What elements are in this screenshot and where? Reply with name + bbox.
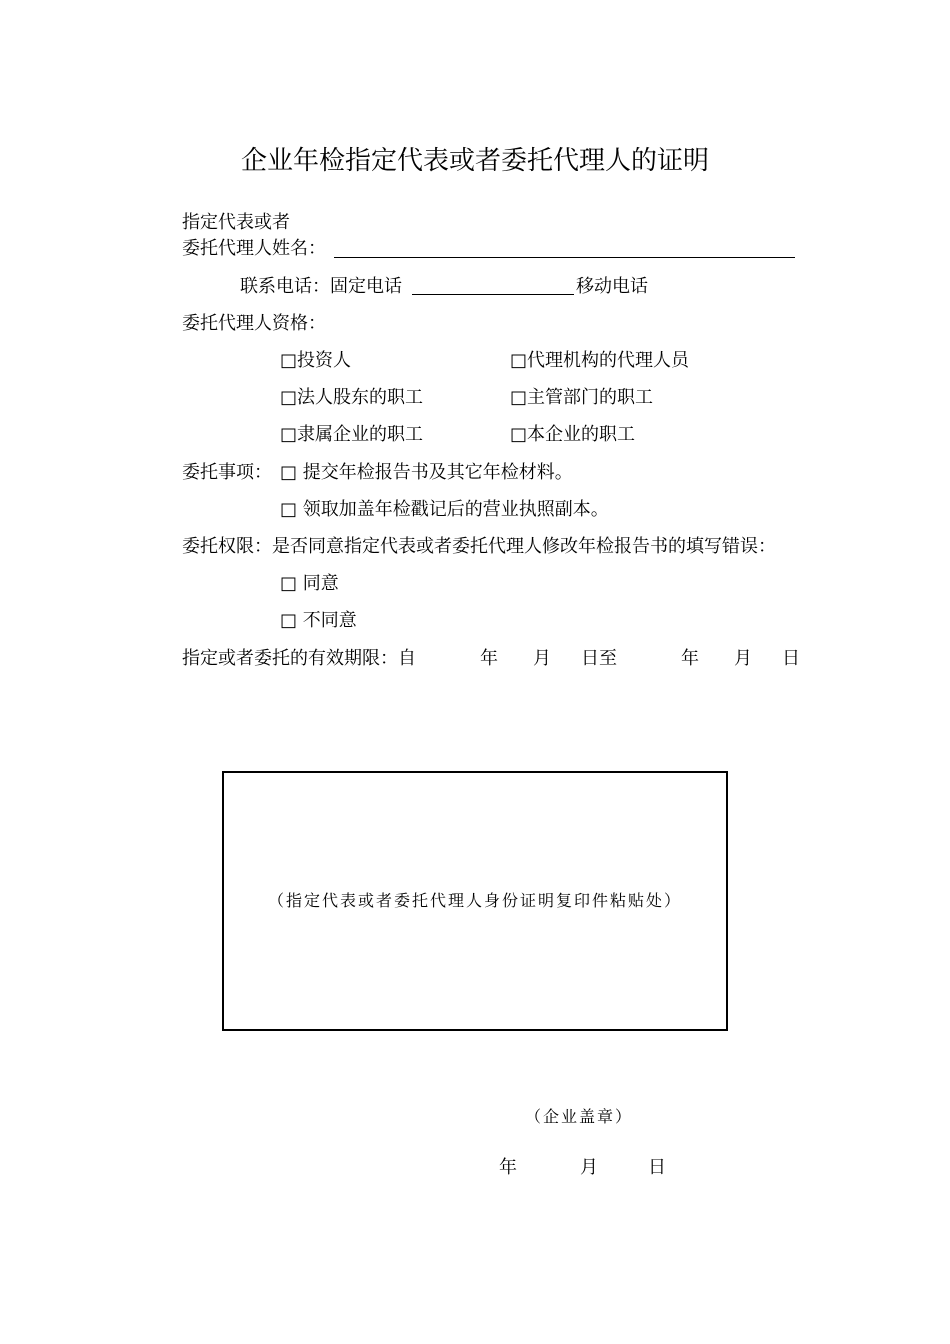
authority-agree[interactable]: □ 同意 (280, 573, 339, 594)
authority-disagree[interactable]: □ 不同意 (280, 610, 357, 631)
option-own-staff[interactable]: □本企业的职工 (510, 424, 636, 445)
matters-label: 委托事项： (182, 462, 272, 483)
option-subordinate-staff[interactable]: □隶属企业的职工 (280, 424, 424, 445)
mobile-label: 移动电话 (576, 276, 648, 297)
landline-input-line[interactable] (412, 294, 574, 295)
validity-month-to: 月 (734, 648, 752, 669)
company-seal-label: （企业盖章） (525, 1107, 634, 1126)
authority-label: 委托权限：是否同意指定代表或者委托代理人修改年检报告书的填写错误： (182, 536, 776, 557)
footer-month: 月 (580, 1157, 598, 1178)
footer-day: 日 (648, 1157, 666, 1178)
option-supervisor-dept-staff[interactable]: □主管部门的职工 (510, 387, 654, 408)
id-copy-paste-box (222, 771, 728, 1031)
name-input-line[interactable] (334, 257, 795, 258)
validity-month-from: 月 (533, 648, 551, 669)
id-copy-paste-caption: （指定代表或者委托代理人身份证明复印件粘贴处） (267, 891, 682, 910)
validity-day-to-end: 日 (782, 648, 800, 669)
matter-receive-license[interactable]: □ 领取加盖年检戳记后的营业执照副本。 (280, 499, 609, 520)
document-title: 企业年检指定代表或者委托代理人的证明 (240, 146, 709, 176)
option-investor[interactable]: □投资人 (280, 350, 352, 371)
option-agency-staff[interactable]: □代理机构的代理人员 (510, 350, 690, 371)
matter-submit-report[interactable]: □ 提交年检报告书及其它年检材料。 (280, 462, 573, 483)
phone-label: 联系电话：固定电话 (240, 276, 402, 297)
validity-year-to: 年 (681, 648, 699, 669)
name-label-line2: 委托代理人姓名： (182, 238, 326, 259)
name-label-line1: 指定代表或者 (182, 212, 290, 233)
validity-year-from: 年 (480, 648, 498, 669)
option-corporate-shareholder-staff[interactable]: □法人股东的职工 (280, 387, 424, 408)
validity-label: 指定或者委托的有效期限：自 (182, 648, 416, 669)
validity-day-to: 日至 (581, 648, 617, 669)
qualification-label: 委托代理人资格： (182, 313, 326, 334)
footer-year: 年 (499, 1157, 517, 1178)
